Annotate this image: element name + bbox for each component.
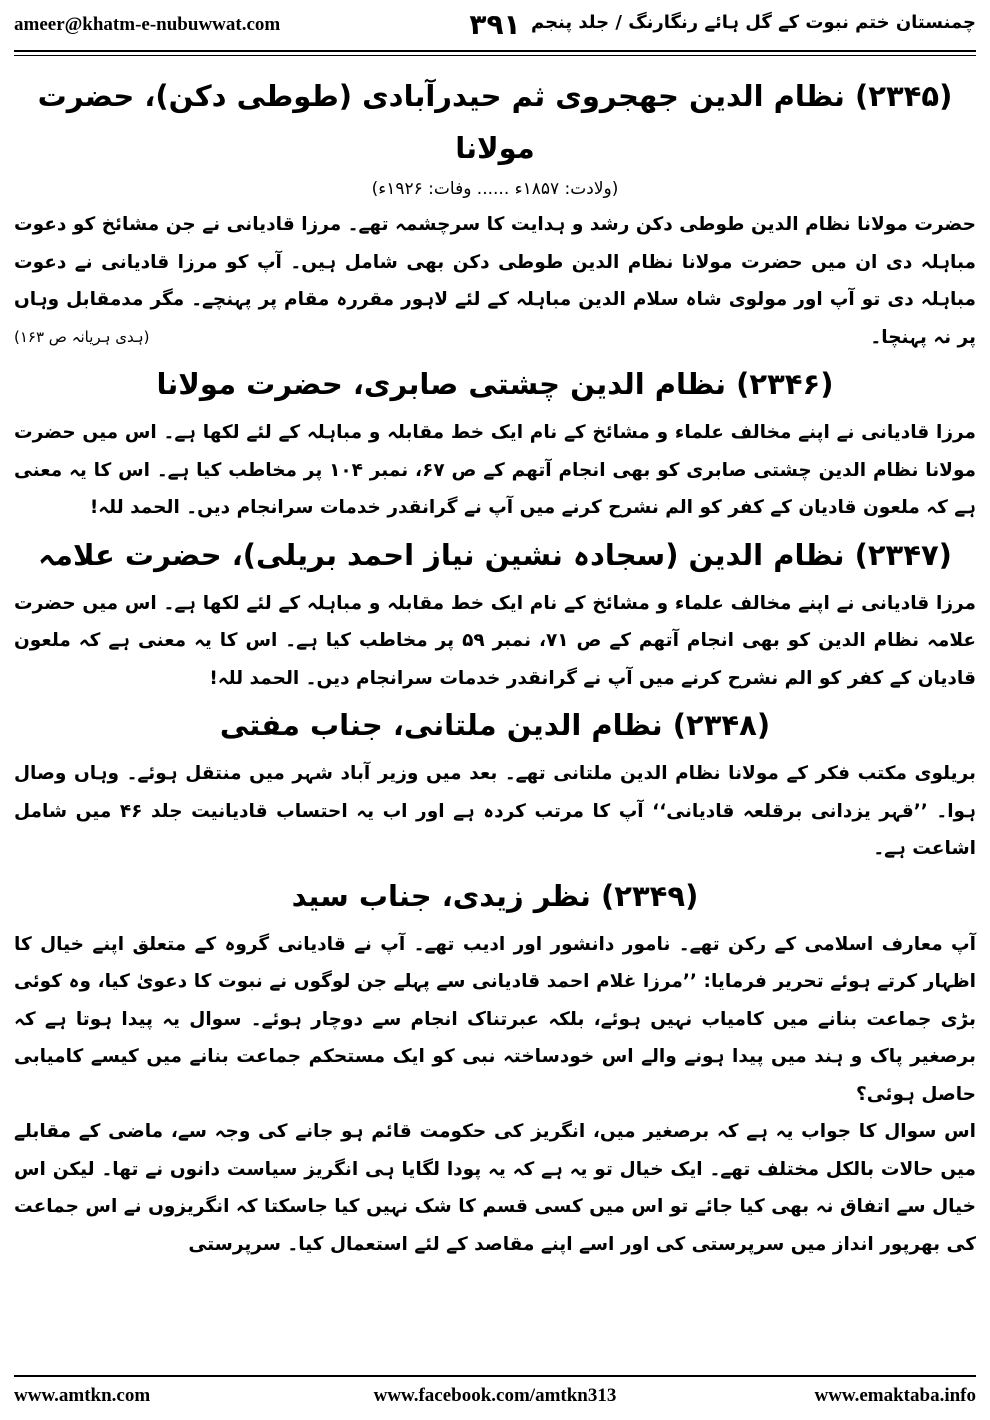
entry-heading: (۲۳۴۹) نظر زیدی، جناب سید (291, 878, 699, 913)
page-header (14, 8, 976, 48)
page-content (14, 68, 976, 1263)
entry-paragraph: بریلوی مکتب فکر کے مولانا نظام الدین ملتانی تھے۔ بعد میں وزیر آباد شہر میں منتقل ہوئے۔ وہاں وصال ہوا۔ ’’قہر یزدانی برقلعہ قادیانی‘‘ آپ کا مرتب کردہ ہے اور اب یہ احتساب قادیانیت جلد ۴۶ میں شامل اشاعت ہے۔ (14, 763, 976, 859)
entry-2345 (14, 70, 976, 356)
entry-paragraph: اس سوال کا جواب یہ ہے کہ برصغیر میں، انگریز کی حکومت قائم ہو جانے کی وجہ سے، ماضی کے مقابلے میں حالات بالکل مختلف تھے۔ ایک خیال تو یہ ہے کہ یہ پودا لگایا ہی انگریز سیاست دانوں نے تھا۔ لیکن اس خیال سے اتفاق نہ بھی کیا جائے تو اس میں کسی قسم کا شک نہیں کیا جاسکتا کہ انگریزوں نے اس جماعت کی بھرپور انداز میں سرپرستی کی اور اسے اپنے مقاصد کے لئے استعمال کیا۔ سرپرستی (14, 1121, 976, 1255)
footer-link-facebook[interactable]: www.facebook.com/amtkn313 (373, 1385, 617, 1406)
entry-2347 (14, 529, 976, 698)
entry-2348 (14, 699, 976, 868)
page-footer (14, 1385, 976, 1413)
header-rule (14, 50, 976, 52)
entry-dates: (ولادت: ۱۸۵۷ء ...... وفات: ۱۹۲۶ء) (371, 179, 619, 199)
entry-reference: (ہدی ہریانہ ص ۱۶۳) (14, 327, 150, 346)
entry-paragraph: مرزا قادیانی نے اپنے مخالف علماء و مشائخ کے نام ایک خط مقابلہ و مباہلہ کے لئے لکھا ہے۔ اس میں حضرت مولانا نظام الدین چشتی صابری کو بھی انجام آتھم کے ص ۶۷، نمبر ۱۰۴ پر مخاطب کیا ہے۔ اس کا یہ معنی ہے کہ ملعون قادیان کے کفر کو الم نشرح کرنے میں آپ نے گرانقدر خدمات سرانجام دیں۔ الحمد للہ! (14, 422, 976, 518)
entry-heading: (۲۳۴۶) نظام الدین چشتی صابری، حضرت مولانا (156, 367, 834, 401)
entry-2346 (14, 358, 976, 527)
book-title: چمنستان ختم نبوت کے گل ہائے رنگارنگ / جلد پنجم (530, 12, 976, 33)
footer-rule (14, 1375, 976, 1377)
entry-text: حضرت مولانا نظام الدین طوطی دکن رشد و ہدایت کا سرچشمہ تھے۔ مرزا قادیانی نے جن مشائخ کو دعوت مباہلہ دی ان میں حضرت مولانا نظام الدین طوطی دکن بھی شامل ہیں۔ آپ کو مرزا قادیانی نے دعوت مباہلہ دی تو آپ اور مولوی شاہ سلام الدین مباہلہ کے لئے لاہور مقررہ مقام پر پہنچے۔ مگر مدمقابل وہاں پر نہ پہنچا۔ (14, 214, 976, 348)
page-number: ۳۹۱ (469, 8, 521, 41)
entry-paragraph: مرزا قادیانی نے اپنے مخالف علماء و مشائخ کے نام ایک خط مقابلہ و مباہلہ کے لئے لکھا ہے۔ اس میں حضرت علامہ نظام الدین کو بھی انجام آتھم کے ص ۷۱، نمبر ۵۹ پر مخاطب کیا ہے۔ اس کا یہ معنی ہے کہ ملعون قادیان کے کفر کو الم نشرح کرنے میں آپ نے گرانقدر خدمات سرانجام دیں۔ الحمد للہ! (14, 592, 977, 689)
footer-link-amtkn[interactable]: www.amtkn.com (14, 1385, 151, 1406)
header-email: ameer@khatm-e-nubuwwat.com (14, 14, 281, 35)
entry-paragraph (14, 206, 976, 356)
entry-paragraph: آپ معارف اسلامی کے رکن تھے۔ نامور دانشور اور ادیب تھے۔ آپ نے قادیانی گروہ کے متعلق اپنے خیال کا اظہار کرتے ہوئے تحریر فرمایا: ’’مرزا غلام احمد قادیانی سے پہلے جن لوگوں نے نبوت کا دعویٰ کیا، وہ کوئی بڑی جماعت بنانے میں کامیاب نہیں ہوئے، بلکہ عبرتناک انجام سے دوچار ہوئے۔ سوال یہ پیدا ہوتا ہے کہ برصغیر پاک و ہند میں پیدا ہونے والے اس خودساختہ نبی کو ایک مستحکم جماعت بنانے میں کیسے کامیابی حاصل ہوئی؟ (14, 933, 976, 1105)
footer-link-emaktaba[interactable]: www.emaktaba.info (814, 1385, 976, 1406)
header-rule-thin (14, 55, 976, 56)
entry-2349 (14, 870, 976, 1264)
entry-heading: (۲۳۴۵) نظام الدین جھجروی ثم حیدرآبادی (طوطی دکن)، حضرت مولانا (37, 79, 953, 165)
entry-heading: (۲۳۴۸) نظام الدین ملتانی، جناب مفتی (219, 708, 771, 742)
entry-heading: (۲۳۴۷) نظام الدین (سجادہ نشین نیاز احمد بریلی)، حضرت علامہ (38, 537, 952, 572)
